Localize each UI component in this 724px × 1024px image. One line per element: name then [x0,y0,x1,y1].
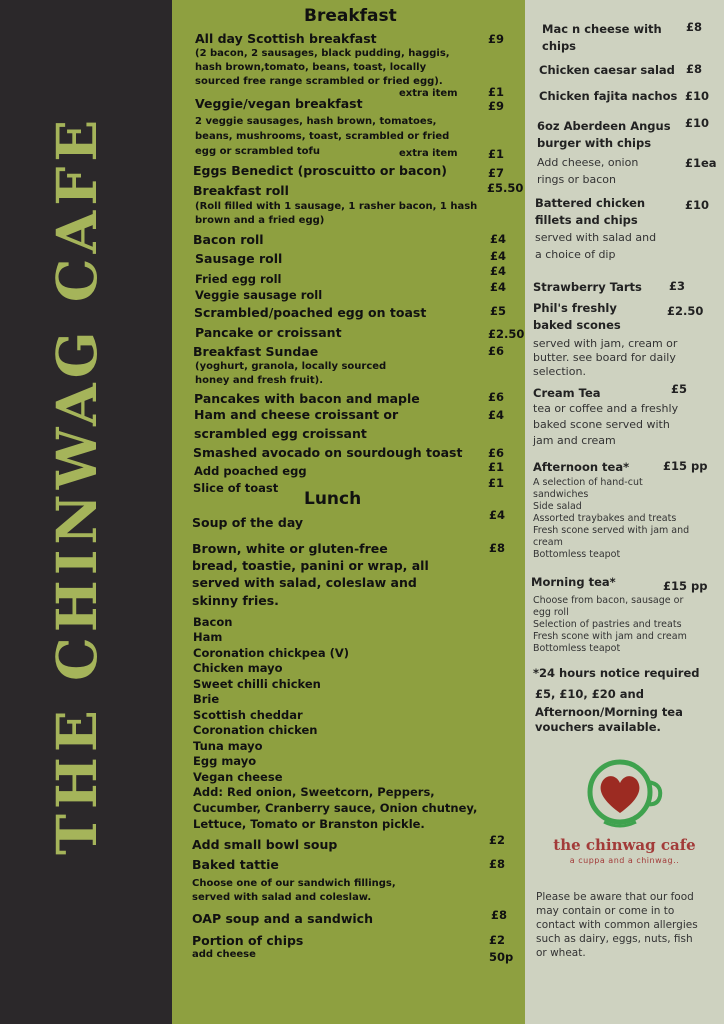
menu-item: All day Scottish breakfast [195,31,377,46]
menu-item: Bottomless teapot [533,549,621,560]
menu-item: Breakfast roll [193,183,289,198]
menu-price: £6 [488,344,505,358]
menu-item: Phil's freshly [533,301,617,315]
menu-item: *24 hours notice required [533,666,700,680]
menu-item: Smashed avocado on sourdough toast [193,445,463,460]
menu-item: Add: Red onion, Sweetcorn, Peppers, [193,785,435,799]
menu-item: Afternoon/Morning tea [535,705,683,719]
menu-item: served with salad and [535,231,657,244]
menu-item: (2 bacon, 2 sausages, black pudding, haggis, [195,48,450,59]
menu-item: Veggie/vegan breakfast [195,96,363,111]
menu-price: £4 [489,508,506,522]
menu-item: Vegan cheese [193,770,283,784]
brand-name: the chinwag cafe [553,836,696,854]
menu-item: burger with chips [537,136,652,150]
menu-item: Battered chicken [535,196,646,210]
menu-item: (Roll filled with 1 sausage, 1 rasher bacon, 1 hash [195,201,478,212]
menu-item: scrambled egg croissant [194,426,367,441]
menu-price: £1ea [685,156,717,170]
menu-price: £1 [488,460,505,474]
menu-item: Bacon [193,615,233,629]
menu-item: Add cheese, onion [537,156,639,169]
menu-item: skinny fries. [192,593,279,608]
menu-item: brown and a fried egg) [195,215,325,226]
menu-price: £5.50 [487,181,524,195]
menu-price: £4 [490,249,507,263]
menu-item: sourced free range scrambled or fried egg). [195,76,443,87]
breakfast-heading: Breakfast [304,6,397,26]
menu-price: £4 [488,408,505,422]
menu-item: fillets and chips [535,213,638,227]
menu-item: Scottish cheddar [193,708,303,722]
menu-item: chips [542,39,577,53]
menu-price: £9 [488,32,505,46]
menu-item: served with jam, cream or [533,337,678,350]
menu-price: £4 [490,264,507,278]
menu-item: selection. [533,365,586,378]
menu-item: cream [533,537,563,548]
menu-price: £2.50 [667,304,704,318]
menu-item: extra item [399,148,458,159]
menu-price: £9 [488,99,505,113]
menu-price: £3 [669,279,686,293]
lunch-heading: Lunch [304,489,362,509]
menu-item: Tuna mayo [193,739,263,753]
menu-item: egg or scrambled tofu [195,146,320,157]
menu-item: Coronation chickpea (V) [193,646,350,660]
menu-item: Brie [193,692,220,706]
menu-item: Sausage roll [195,251,283,266]
menu-price: £7 [488,166,505,180]
menu-item: Afternoon tea* [533,460,630,474]
menu-item: Chicken fajita nachos [539,89,678,103]
menu-item: A selection of hand-cut [533,477,643,488]
left-title-panel [0,0,172,1024]
cafe-vertical-title: THE CHINWAG CAFE [44,114,109,856]
menu-item: Assorted traybakes and treats [533,513,677,524]
menu-item: Scrambled/poached egg on toast [194,305,427,320]
cup-heart-logo-icon [584,758,664,830]
menu-item: Chicken mayo [193,661,283,675]
menu-item: Choose one of our sandwich fillings, [192,878,396,889]
menu-price: £8 [489,857,506,871]
menu-price: £6 [488,390,505,404]
menu-item: Sweet chilli chicken [193,677,321,691]
menu-item: baked scone served with [533,418,670,431]
menu-item: tea or coffee and a freshly [533,402,679,415]
menu-item: beans, mushrooms, toast, scrambled or fried [195,131,450,142]
menu-item: butter. see board for daily [533,351,676,364]
menu-price: 50p [489,950,514,964]
menu-price: £6 [488,446,505,460]
menu-item: jam and cream [533,434,616,447]
menu-price: £5 [671,382,688,396]
menu-item: baked scones [533,318,621,332]
menu-item: Brown, white or gluten-free [192,541,388,556]
menu-price: £15 pp [663,579,708,593]
menu-price: £10 [685,198,710,212]
menu-item: Ham and cheese croissant or [194,407,399,422]
menu-item: (yoghurt, granola, locally sourced [195,361,387,372]
menu-item: Eggs Benedict (proscuitto or bacon) [193,163,448,178]
menu-item: hash brown,tomato, beans, toast, locally [195,62,427,73]
menu-price: £1 [488,147,505,161]
menu-price: £8 [489,541,506,555]
menu-item: bread, toastie, panini or wrap, all [192,558,429,573]
menu-item: Pancakes with bacon and maple [194,391,420,406]
menu-item: OAP soup and a sandwich [192,911,373,926]
menu-price: £10 [685,116,710,130]
menu-item: Egg mayo [193,754,257,768]
menu-item: Soup of the day [192,515,304,530]
menu-item: Selection of pastries and treats [533,619,682,630]
menu-item: 2 veggie sausages, hash brown, tomatoes, [195,116,437,127]
menu-item: Strawberry Tarts [533,280,642,294]
menu-item: Veggie sausage roll [195,288,323,302]
menu-item: extra item [399,88,458,99]
menu-item: Add small bowl soup [192,837,338,852]
menu-price: £1 [488,476,505,490]
menu-item: Morning tea* [531,575,616,589]
menu-item: Breakfast Sundae [193,344,319,359]
menu-item: Pancake or croissant [195,325,342,340]
logo-heart [601,776,640,813]
menu-item: Fried egg roll [195,272,282,286]
menu-item: sandwiches [533,489,589,500]
menu-item: vouchers available. [535,720,661,734]
menu-item: Mac n cheese with [542,22,662,36]
menu-item: Slice of toast [193,481,279,495]
menu-price: £2.50 [488,327,525,341]
menu-item: Add poached egg [194,464,307,478]
menu-item: £5, £10, £20 and [535,687,644,701]
menu-price: £10 [685,89,710,103]
menu-item: egg roll [533,607,569,618]
menu-main-column [172,0,525,1024]
menu-item: 6oz Aberdeen Angus [537,119,671,133]
menu-item: a choice of dip [535,248,616,261]
menu-item: Choose from bacon, sausage or [533,595,684,606]
menu-price: £8 [491,908,508,922]
menu-item: Fresh scone served with jam and [533,525,690,536]
menu-item: Side salad [533,501,582,512]
menu-price: £8 [686,62,703,76]
menu-item: Ham [193,630,223,644]
brand-tagline: a cuppa and a chinwag.. [569,856,680,865]
menu-price: £15 pp [663,459,708,473]
menu-item: Baked tattie [192,857,279,872]
menu-item: honey and fresh fruit). [195,375,323,386]
menu-item: Bacon roll [193,232,264,247]
menu-item: Chicken caesar salad [539,63,675,77]
menu-item: add cheese [192,949,256,960]
menu-item: served with salad, coleslaw and [192,575,417,590]
menu-item: Bottomless teapot [533,643,621,654]
menu-price: £2 [489,833,506,847]
menu-price: £8 [686,20,703,34]
menu-item: Coronation chicken [193,723,318,737]
menu-item: Cream Tea [533,386,601,400]
menu-item: Cucumber, Cranberry sauce, Onion chutney, [193,801,478,815]
menu-item: Fresh scone with jam and cream [533,631,687,642]
menu-price: £4 [490,232,507,246]
menu-item: Portion of chips [192,933,304,948]
menu-right-column [525,0,724,1024]
menu-price: £5 [490,304,507,318]
menu-item: rings or bacon [537,173,616,186]
menu-price: £4 [490,280,507,294]
menu-item: served with salad and coleslaw. [192,892,372,903]
menu-price: £2 [489,933,506,947]
menu-price: £1 [488,85,505,99]
allergy-notice: Please be aware that our food may contain or come in to contact with common allergies such as dairy, eggs, nuts, fish or wheat. [536,891,698,959]
menu-item: Lettuce, Tomato or Branston pickle. [193,817,425,831]
